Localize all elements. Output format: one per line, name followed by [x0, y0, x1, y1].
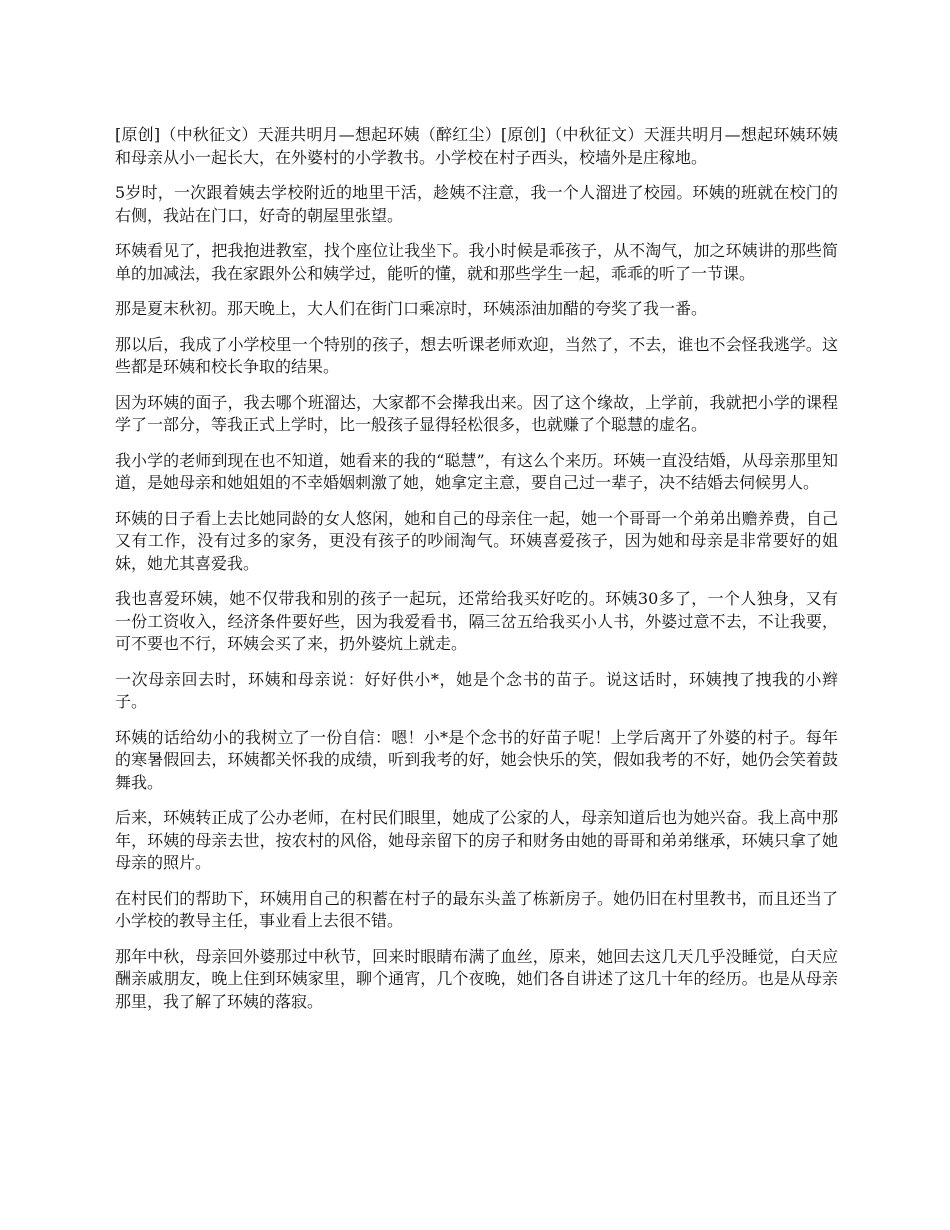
paragraph: 在村民们的帮助下，环姨用自己的积蓄在村子的最东头盖了栋新房子。她仍旧在村里教书，而且还当了小学校的教导主任，事业看上去很不错。: [115, 888, 838, 930]
paragraph: 5岁时，一次跟着姨去学校附近的地里干活，趁姨不注意，我一个人溜进了校园。环姨的班就在校门的右侧，我站在门口，好奇的朝屋里张望。: [115, 183, 838, 225]
paragraph: 我也喜爱环姨，她不仅带我和别的孩子一起玩，还常给我买好吃的。环姨30多了，一个人独身，又有一份工资收入，经济条件要好些，因为我爱看书，隔三岔五给我买小人书，外婆过意不去，不让我要，可不要也不行，环姨会买了来，扔外婆炕上就走。: [115, 589, 838, 653]
paragraph: 那年中秋，母亲回外婆那过中秋节，回来时眼睛布满了血丝，原来，她回去这几天几乎没睡觉，白天应酬亲戚朋友，晚上住到环姨家里，聊个通宵，几个夜晚，她们各自讲述了这几十年的经历。也是从母亲那里，我了解了环姨的落寂。: [115, 946, 838, 1011]
paragraph: 我小学的老师到现在也不知道，她看来的我的“聪慧”，有这么个来历。环姨一直没结婚，从母亲那里知道，是她母亲和她姐姐的不幸婚姻刺激了她，她拿定主意，要自己过一辈子，决不结婚去伺候男人。: [115, 450, 838, 492]
paragraph: 后来，环姨转正成了公办老师，在村民们眼里，她成了公家的人，母亲知道后也为她兴奋。我上高中那年，环姨的母亲去世，按农村的风俗，她母亲留下的房子和财务由她的哥哥和弟弟继承，环姨只拿了她母亲的照片。: [115, 808, 838, 872]
paragraph: 那是夏末秋初。那天晚上，大人们在街门口乘凉时，环姨添油加醋的夸奖了我一番。: [115, 299, 708, 318]
document-body: [115, 124, 838, 1026]
paragraph: 一次母亲回去时，环姨和母亲说：好好供小*，她是个念书的苗子。说这话时，环姨拽了拽我的小辫子。: [115, 669, 838, 711]
paragraph: 环姨看见了，把我抱进教室，找个座位让我坐下。我小时候是乖孩子，从不淘气，加之环姨讲的那些简单的加减法，我在家跟外公和姨学过，能听的懂，就和那些学生一起，乖乖的听了一节课。: [115, 241, 838, 283]
paragraph-title-intro: [原创]（中秋征文）天涯共明月—想起环姨（醉红尘）[原创]（中秋征文）天涯共明月—想起环姨环姨和母亲从小一起长大，在外婆村的小学教书。小学校在村子西头，校墙外是庄稼地。: [115, 125, 838, 167]
paragraph: 因为环姨的面子，我去哪个班溜达，大家都不会撵我出来。因了这个缘故，上学前，我就把小学的课程学了一部分，等我正式上学时，比一般孩子显得轻松很多，也就赚了个聪慧的虚名。: [115, 392, 838, 434]
paragraph: 环姨的话给幼小的我树立了一份自信：嗯！小*是个念书的好苗子呢！上学后离开了外婆的村子。每年的寒暑假回去，环姨都关怀我的成绩，听到我考的好，她会快乐的笑，假如我考的不好，她仍会笑着鼓舞我。: [115, 727, 838, 792]
paragraph: 环姨的日子看上去比她同龄的女人悠闲，她和自己的母亲住一起，她一个哥哥一个弟弟出赡养费，自己又有工作，没有过多的家务，更没有孩子的吵闹淘气。环姨喜爱孩子，因为她和母亲是非常要好的姐妹，她尤其喜爱我。: [115, 508, 838, 573]
paragraph: 那以后，我成了小学校里一个特别的孩子，想去听课老师欢迎，当然了，不去，谁也不会怪我逃学。这些都是环姨和校长争取的结果。: [115, 334, 838, 376]
